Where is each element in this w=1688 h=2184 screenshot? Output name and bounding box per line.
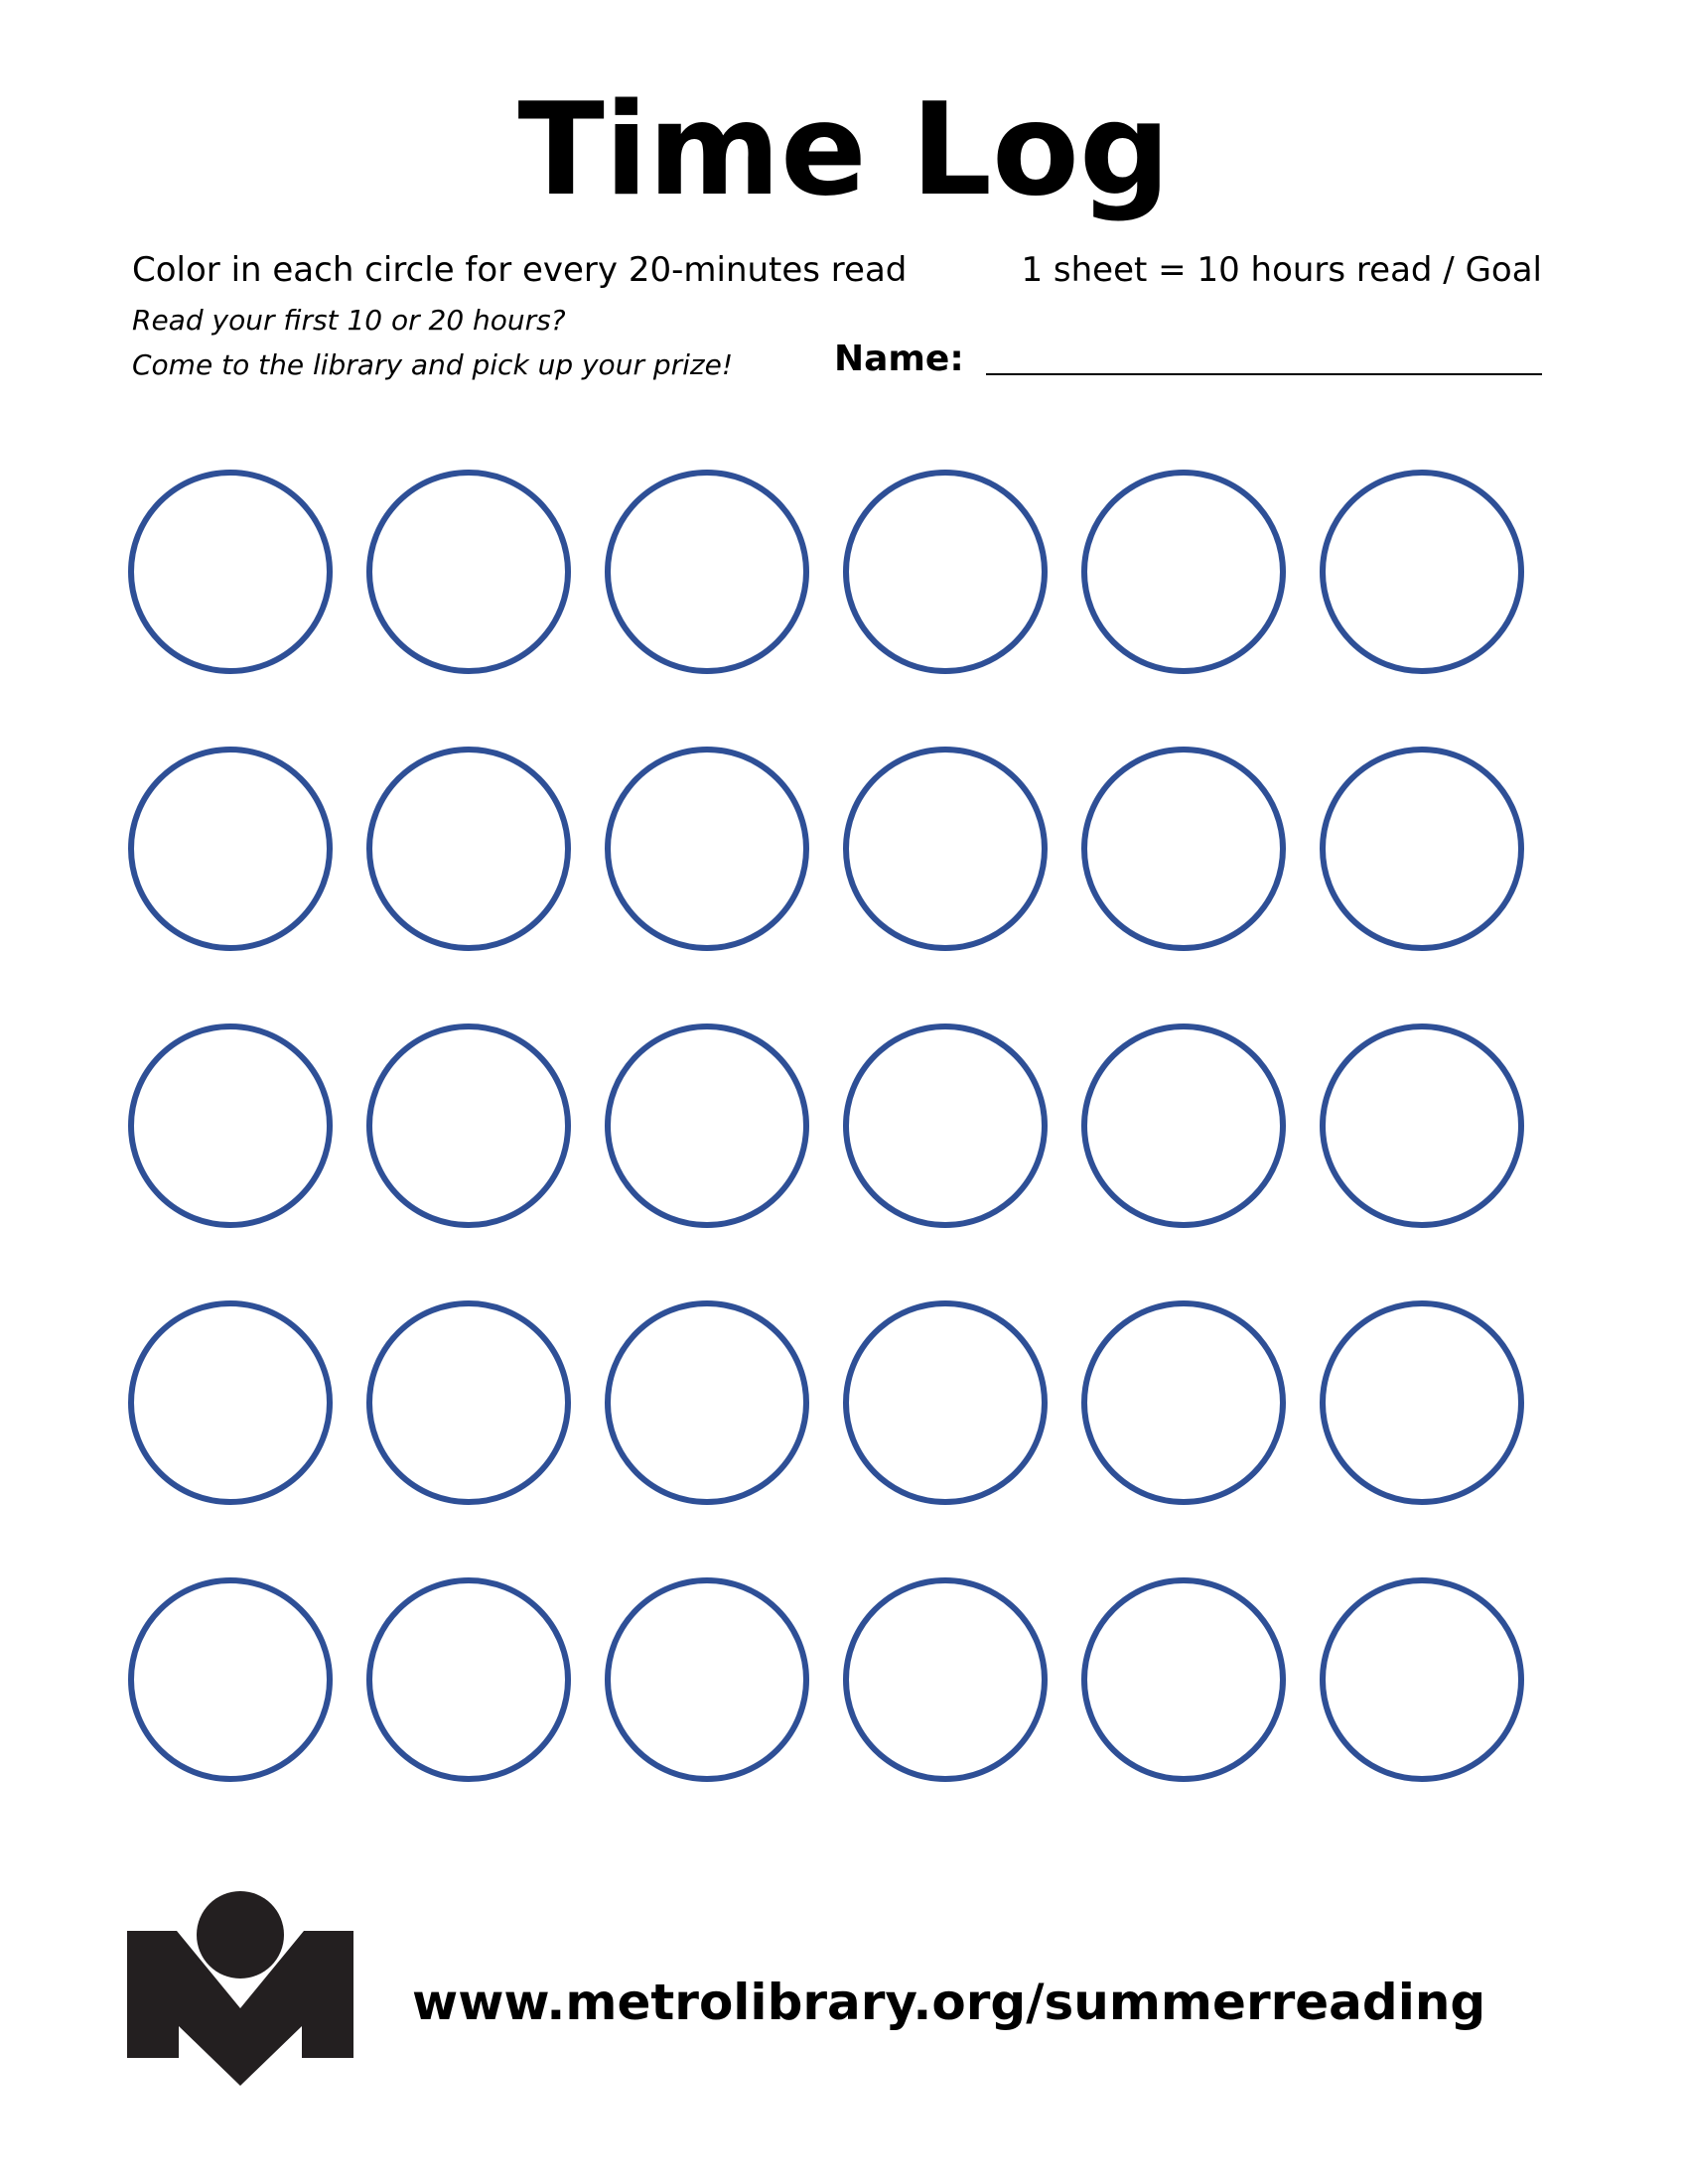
- page-title: Time Log: [517, 76, 1171, 224]
- reading-circle[interactable]: [608, 1026, 806, 1225]
- reading-circle[interactable]: [846, 473, 1045, 671]
- reading-circle[interactable]: [846, 1580, 1045, 1779]
- reading-circle[interactable]: [369, 1026, 568, 1225]
- prize-note-line-1: Read your first 10 or 20 hours?: [132, 304, 566, 337]
- instruction-text: Color in each circle for every 20-minutes read: [132, 250, 908, 290]
- reading-circle[interactable]: [1323, 1580, 1521, 1779]
- reading-circle[interactable]: [1323, 1303, 1521, 1502]
- reading-circle[interactable]: [131, 1026, 330, 1225]
- reading-circle[interactable]: [608, 1303, 806, 1502]
- reading-circle[interactable]: [1084, 1303, 1283, 1502]
- reading-circle[interactable]: [131, 1303, 330, 1502]
- logo-dot: [197, 1891, 284, 1979]
- goal-text: 1 sheet = 10 hours read / Goal: [1021, 250, 1542, 290]
- reading-circle[interactable]: [369, 750, 568, 948]
- reading-circle[interactable]: [1084, 1026, 1283, 1225]
- reading-circle[interactable]: [846, 750, 1045, 948]
- reading-circle[interactable]: [1323, 473, 1521, 671]
- reading-circle[interactable]: [369, 473, 568, 671]
- reading-circle[interactable]: [369, 1580, 568, 1779]
- name-label: Name:: [834, 339, 964, 379]
- reading-circle[interactable]: [608, 750, 806, 948]
- library-url[interactable]: www.metrolibrary.org/summerreading: [412, 1974, 1486, 2031]
- reading-circle[interactable]: [131, 473, 330, 671]
- reading-circle[interactable]: [1323, 750, 1521, 948]
- reading-circle[interactable]: [846, 1026, 1045, 1225]
- name-blank-line[interactable]: [986, 373, 1542, 375]
- prize-note-line-2: Come to the library and pick up your prize!: [132, 348, 734, 381]
- reading-circle[interactable]: [1084, 1580, 1283, 1779]
- reading-circle[interactable]: [131, 1580, 330, 1779]
- reading-circle[interactable]: [131, 750, 330, 948]
- name-field: [834, 341, 1542, 377]
- reading-circle[interactable]: [608, 1580, 806, 1779]
- reading-circle[interactable]: [1084, 473, 1283, 671]
- reading-circle[interactable]: [369, 1303, 568, 1502]
- metro-library-logo-icon: [127, 1891, 353, 2090]
- reading-circle[interactable]: [1323, 1026, 1521, 1225]
- reading-circle[interactable]: [608, 473, 806, 671]
- reading-circle[interactable]: [1084, 750, 1283, 948]
- reading-circle[interactable]: [846, 1303, 1045, 1502]
